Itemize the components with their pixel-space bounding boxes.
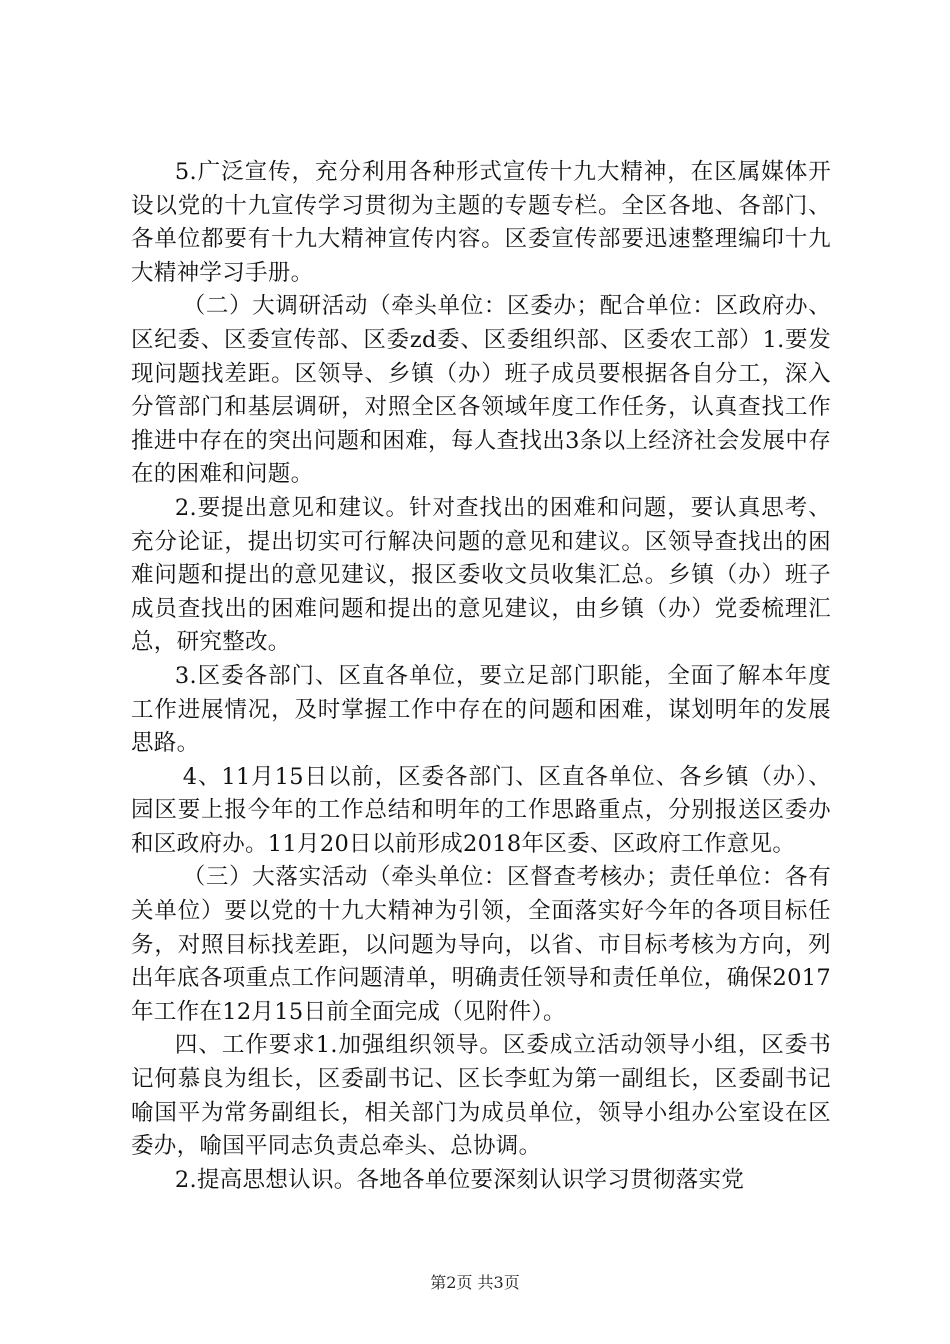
- paragraph-publicity: 5.广泛宣传，充分利用各种形式宣传十九大精神，在区属媒体开设以党的十九宣传学习贯彻为主题的专题专栏。全区各地、各部门、各单位都要有十九大精神宣传内容。区委宣传部要迅速整理编印十九大精神学习手册。: [131, 159, 831, 286]
- paragraph-departments: 3.区委各部门、区直各单位，要立足部门职能，全面了解本年度工作进展情况，及时掌握工作中存在的问题和困难，谋划明年的发展思路。: [131, 662, 831, 757]
- paragraph-implementation-activity: （三）大落实活动（牵头单位：区督查考核办；责任单位：各有关单位）要以党的十九大精神为引领，全面落实好今年的各项目标任务，对照目标找差距，以问题为导向，以省、市目标考核为方向，列出年底各项重点工作问题清单，明确责任领导和责任单位，确保2017年工作在12月15日前全面完成（见附件）。: [131, 864, 831, 1025]
- paragraph-opinions-suggestions: 2.要提出意见和建议。针对查找出的困难和问题，要认真思考、充分论证，提出切实可行解决问题的意见和建议。区领导查找出的困难问题和提出的意见建议，报区委收文员收集汇总。乡镇（办）班子成员查找出的困难问题和提出的意见建议，由乡镇（办）党委梳理汇总，研究整改。: [131, 494, 831, 656]
- paragraph-deadline: 4、11月15日以前，区委各部门、区直各单位、各乡镇（办）、园区要上报今年的工作总结和明年的工作思路重点，分别报送区委办和区政府办。11月20日以前形成2018年区委、区政府工作意见。: [131, 763, 831, 857]
- paragraph-work-requirements: 四、工作要求1.加强组织领导。区委成立活动领导小组，区委书记何慕良为组长，区委副书记、区长李虹为第一副组长，区委副书记喻国平为常务副组长，相关部门为成员单位，领导小组办公室设在区委办，喻国平同志负责总牵头、总协调。: [131, 1032, 831, 1160]
- document-body: [131, 156, 831, 1197]
- page-number-footer: 第2页 共3页: [430, 1273, 520, 1292]
- paragraph-research-activity: （二）大调研活动（牵头单位：区委办；配合单位：区政府办、区纪委、区委宣传部、区委zd委、区委组织部、区委农工部）1.要发现问题找差距。区领导、乡镇（办）班子成员要根据各自分工，深入分管部门和基层调研，对照全区各领域年度工作任务，认真查找工作推进中存在的突出问题和困难，每人查找出3条以上经济社会发展中存在的困难和问题。: [131, 293, 831, 488]
- paragraph-raise-awareness: 2.提高思想认识。各地各单位要深刻认识学习贯彻落实党: [174, 1166, 745, 1193]
